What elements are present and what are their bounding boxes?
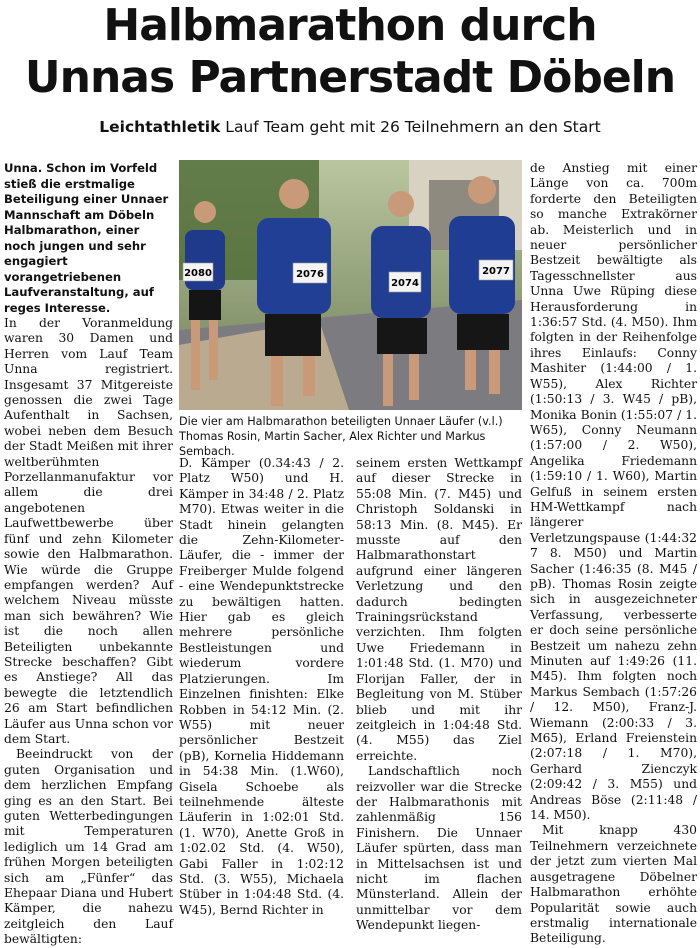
column-3	[356, 456, 522, 934]
headline-line-1: Halbmarathon durch	[103, 0, 597, 51]
col4-paragraph-1: de Anstieg mit einer Länge von ca. 700m forderte den Beteiligten so manche Extrakörner ab. Meisterlich und in neuer persönlicher Bestzeit bewältigte als Tagesschnellster aus Unna Uwe Rüping diese Herausforderung in 1:36:57 Std. (4. M50). Ihm folgten in der Reihenfolge ihres Einlaufs: Conny Mashiter (1:44:00 / 1. W55), Alex Richter (1:50:13 / 3. W45 / pB), Monika Bonin (1:55:07 / 1. W65), Conny Neumann (1:57:00 / 2. W50), Angelika Friedemann (1:59:10 / 1. W60), Martin Gelfuß in seinem ersten HM-Wettkampf nach längerer Verletzungspause (1:44:32 7 8. M50) und Martin Sacher (1:46:35 (8. M45 / pB). Thomas Rosin zeigte sich in ausgezeichneter Verfassung, verbesserte er doch seine persönliche Bestzeit um nahezu zehn Minuten auf 1:49:26 (11. M45). Ihm folgten noch Markus Sembach (1:57:26 / 12. M50), Franz-J. Wiemann (2:00:33 / 3. M65), Erland Freienstein (2:07:18 / 1. M70), Gerhard Zienczyk (2:09:42 / 3. M55) und Andreas Böse (2:11:48 / 14. M50).	[530, 161, 697, 823]
article-lead: Unna. Schon im Vorfeld stieß die erstmalige Beteiligung einer Unnaer Mannschaft am Döbeln Halbmarathon, einer noch jungen und sehr engagiert vorangetriebenen Laufveranstaltung, auf reges Interesse.	[4, 161, 169, 315]
col3-paragraph-2: Landschaftlich noch reizvoller war die Strecke der Halbmarathonis mit zahlenmäßig 156 Finishern. Die Unnaer Läufer spürten, dass man in Mittelsachsen ist und nicht im flachen Münsterland. Allein der unmittelbar vor dem Wendepunkt liegen-	[356, 764, 522, 933]
col2-paragraph-1: D. Kämper (0.34:43 / 2. Platz W50) und H. Kämper in 34:48 / 2. Platz M70). Etwas weiter in die Stadt hinein gelangten die Zehn-Kilometer-Läufer, die - immer der Freiberger Mulde folgend - eine Wendepunktstrecke zu bewältigen hatten. Hier gab es gleich mehrere persönliche Bestleistungen und wiederum vordere Platzierungen. Im Einzelnen finishten: Elke Robben in 54:12 Min. (2. W55) mit neuer persönlicher Bestzeit (pB), Kornelia Hiddemann in 54:38 Min. (1.W60), Gisela Schoebe als teilnehmende älteste Läuferin in 1:02:01 Std. (1. W70), Anette Groß in 1:02.02 Std. (4. W50), Gabi Faller in 1:02:12 Std. (3. W55), Michaela Stüber in 1:04:48 Std. (4. W45), Bernd Richter in	[179, 456, 344, 917]
column-1	[4, 161, 173, 948]
bib-number: 2074	[391, 278, 419, 289]
bib-number: 2077	[482, 266, 510, 277]
runners-photo	[179, 160, 522, 410]
col3-paragraph-1: seinem ersten Wettkampf auf dieser Strecke in 55:08 Min. (7. M45) und Christoph Soldanski in 58:13 Min. (8. M45). Er musste auf den Halbmarathonstart aufgrund einer längeren Verletzung und den dadurch bedingten Trainingsrückstand verzichten. Ihm folgten Uwe Friedemann in 1:01:48 Std. (1. M70) und Florijan Faller, der in Begleitung von M. Stüber blieb und mit ihr zeitgleich in 1:04:48 Std. (4. M55) das Ziel erreichte.	[356, 456, 522, 763]
headline-line-2: Unnas Partnerstadt Döbeln	[24, 52, 676, 103]
section-label: Leichtathletik	[99, 118, 221, 136]
photo-illustration	[179, 160, 522, 410]
bib-number: 2076	[296, 269, 324, 280]
bib-number: 2080	[184, 268, 212, 279]
photo-caption: Die vier am Halbmarathon beteiligten Unnaer Läufer (v.l.) Thomas Rosin, Martin Sacher, Alex Richter und Markus Sembach.	[179, 415, 503, 458]
column-2	[179, 456, 344, 918]
column-4	[530, 161, 697, 947]
subhead-text: Lauf Team geht mit 26 Teilnehmern an den Start	[220, 118, 601, 136]
col1-paragraph-1: In der Voranmeldung waren 30 Damen und Herren vom Lauf Team Unna registriert. Insgesamt 37 Mitgereiste genossen die zwei Tage Aufenthalt in Sachsen, wobei neben dem Besuch der Stadt Meißen mit ihrer weltberühmten Porzellanmanufaktur vor allem die drei angebotenen Laufwettbewerbe über fünf und zehn Kilometer sowie den Halbmarathon. Wie würde die Gruppe empfangen werden? Auf welchem Niveau müsste man sich bewähren? Wie ist die noch allen Beteiligten unbekannte Strecke beschaffen? Gibt es Anstiege? All das bewegte die letztendlich 26 am Start befindlichen Läufer aus Unna schon vor dem Start.	[4, 316, 173, 746]
article-subhead	[0, 118, 700, 136]
col1-paragraph-2: Beeindruckt von der guten Organisation und dem herzlichen Empfang ging es an den Start. Bei guten Wetterbedingungen mit Temperaturen lediglich um 14 Grad am frühen Morgen beteiligten sich am „Fünfer“ das Ehepaar Diana und Hubert Kämper, die nahezu zeitgleich den Lauf bewältigten:	[4, 747, 174, 947]
col4-paragraph-2: Mit knapp 430 Teilnehmern verzeichnete der jetzt zum vierten Mal ausgetragene Döbelner Halbmarathon erhöhte Popularität sowie auch erstmalig internationale Beteiligung.	[530, 823, 697, 946]
